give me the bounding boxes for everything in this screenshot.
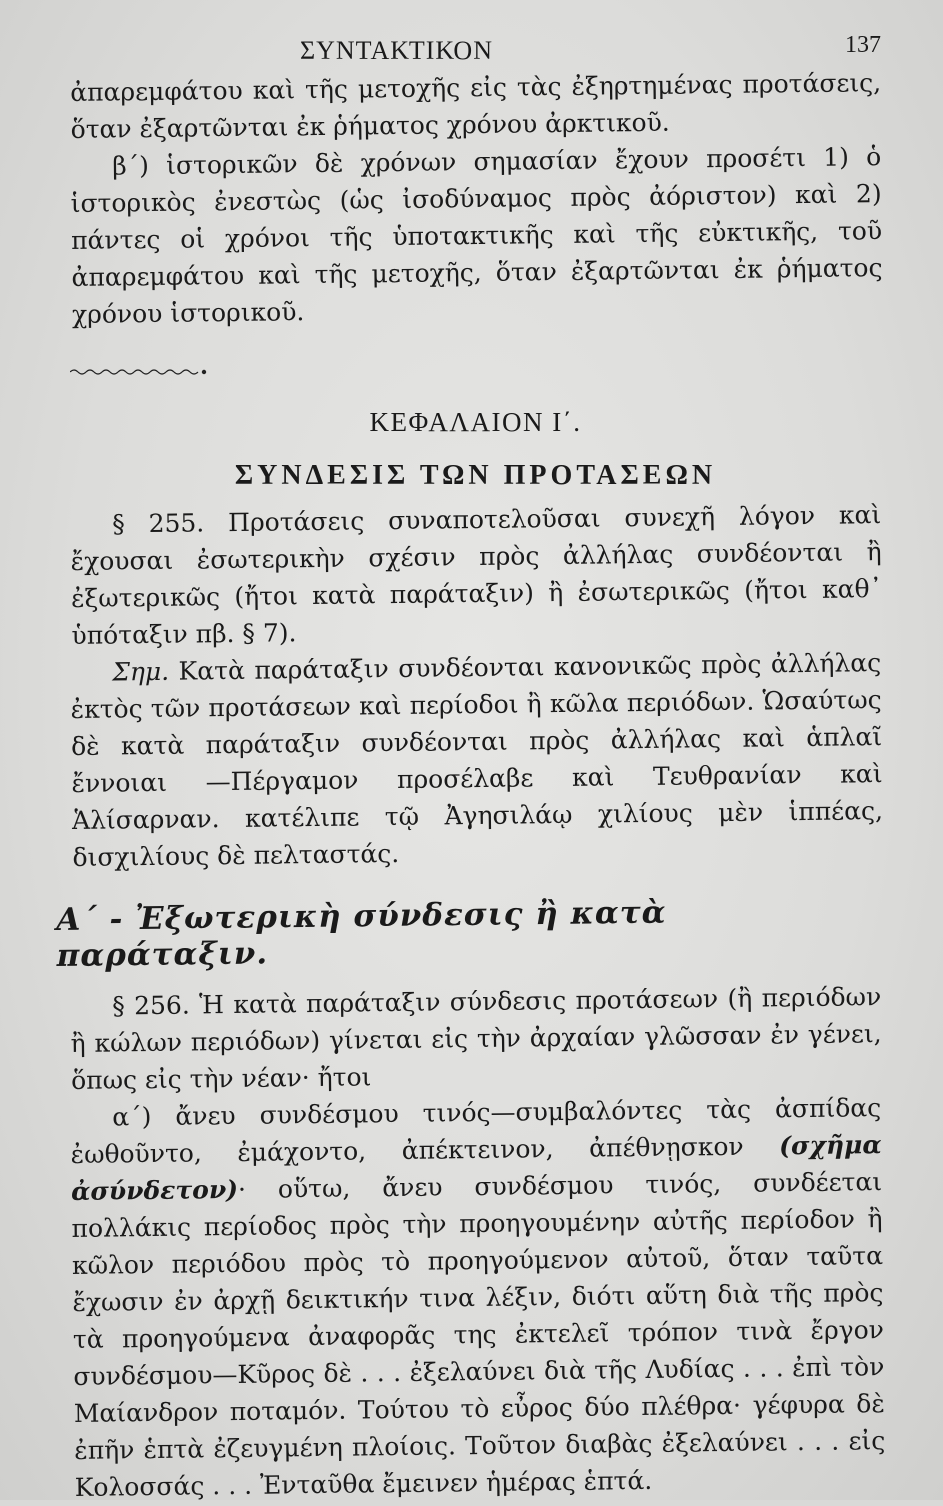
- subsection-heading: Α΄ - Ἐξωτερικὴ σύνδεσις ἢ κατὰ παράταξιν.: [56, 894, 667, 974]
- note-label: Σημ.: [112, 656, 170, 687]
- section-255-text: § 255. Προτάσεις συναποτελοῦσαι συνεχῆ λόγον καὶ ἔχουσαι ἐσωτερικὴν σχέσιν πρὸς ἀλλήλας συνδέονται ἢ ἐξωτερικῶς (ἤτοι κατὰ παράταξιν) ἢ ἐσωτερικῶς (ἤτοι καθ᾽ ὑπόταξιν πβ. § 7).: [70, 500, 883, 650]
- page-number: 137: [845, 32, 881, 58]
- item-a-term: (σχῆμα ἀσύνδετον): [70, 1130, 882, 1206]
- paragraph-continuation: ἀπαρεμφάτου καὶ τῆς μετοχῆς εἰς τὰς ἐξηρτημένας προτάσεις, ὅταν ἐξαρτῶνται ἐκ ῥήματος χρόνου ἀρκτικοῦ.: [70, 68, 882, 144]
- running-title: ΣΥΝΤΑΚΤΙΚΟΝ: [300, 36, 493, 65]
- item-a-before: α΄) ἄνευ συνδέσμου τινός—συμβαλόντες τὰς ἀσπίδας ἐωθοῦντο, ἐμάχοντο, ἀπέκτεινον, ἀπέθνῃσκον: [70, 1093, 882, 1169]
- section-divider-ornament: [70, 367, 210, 377]
- chapter-title: ΣΥΝΔΕΣΙΣ ΤΩΝ ΠΡΟΤΑΣΕΩΝ: [234, 460, 717, 491]
- section-256-text: § 256. Ἡ κατὰ παράταξιν σύνδεσις προτάσεων (ἢ περιόδων ἢ κώλων περιόδων) γίνεται εἰς τὴν ἀρχαίαν γλῶσσαν ἐν γένει, ὅπως εἰς τὴν νέαν· ἤτοι: [70, 982, 882, 1095]
- note-text: Κατὰ παράταξιν συνδέονται κανονικῶς πρὸς ἀλλήλας ἐκτὸς τῶν προτάσεων καὶ περίοδοι ἢ κῶλα περιόδων. Ὡσαύτως δὲ κατὰ παράταξιν συνδέονται πρὸς ἀλλήλας καὶ ἁπλαῖ ἔννοιαι —Πέργαμον προσέλαβε καὶ Τευθρανίαν καὶ Ἁλίσαρναν. κατέλιπε τῷ Ἀγησιλάῳ χιλίους μὲν ἱππέας, δισχιλίους δὲ πελταστάς.: [70, 648, 884, 872]
- item-a-after: · οὕτω, ἄνευ συνδέσμου τινός, συνδέεται πολλάκις περίοδος πρὸς τὴν προηγουμένην αὐτῆς περίοδον ἢ κῶλον περιόδου πρὸς τὸ προηγούμενον αὐτοῦ, ὅταν ταῦτα ἔχωσιν ἐν ἀρχῇ δεικτικήν τινα λέξιν, διότι αὕτη διὰ τῆς πρὸς τὰ προηγούμενα ἀναφορᾶς της ἐκτελεῖ τρόπον τινὰ ἔργον συνδέσμου—Κῦρος δὲ . . . ἐξελαύνει διὰ τῆς Λυδίας . . . ἐπὶ τὸν Μαίανδρον ποταμόν. Τούτου τὸ εὖρος δύο πλέθρα· γέφυρα δὲ ἐπῆν ἑπτὰ ἐζευγμένη πλοίοις. Τοῦτον διαβὰς ἐξελαύνει . . . εἰς Κολοσσάς . . . Ἐνταῦθα ἔμεινεν ἡμέρας ἑπτά.: [71, 1167, 886, 1502]
- section-256-item-a: [70, 1089, 886, 1506]
- chapter-label: ΚΕΦΑΛΑΙΟΝ Ι΄.: [369, 407, 582, 437]
- section-255-note: [70, 644, 884, 876]
- paragraph-historical-tenses: β΄) ἱστορικῶν δὲ χρόνων σημασίαν ἔχουν προσέτι 1) ὁ ἱστορικὸς ἐνεστὼς (ὡς ἰσοδύναμος πρὸς ἀόριστον) καὶ 2) πάντες οἱ χρόνοι τῆς ὑποτακτικῆς καὶ τῆς εὐκτικῆς, τοῦ ἀπαρεμφάτου καὶ τῆς μετοχῆς, ὅταν ἐξαρτῶνται ἐκ ῥήματος χρόνου ἱστορικοῦ.: [70, 142, 883, 329]
